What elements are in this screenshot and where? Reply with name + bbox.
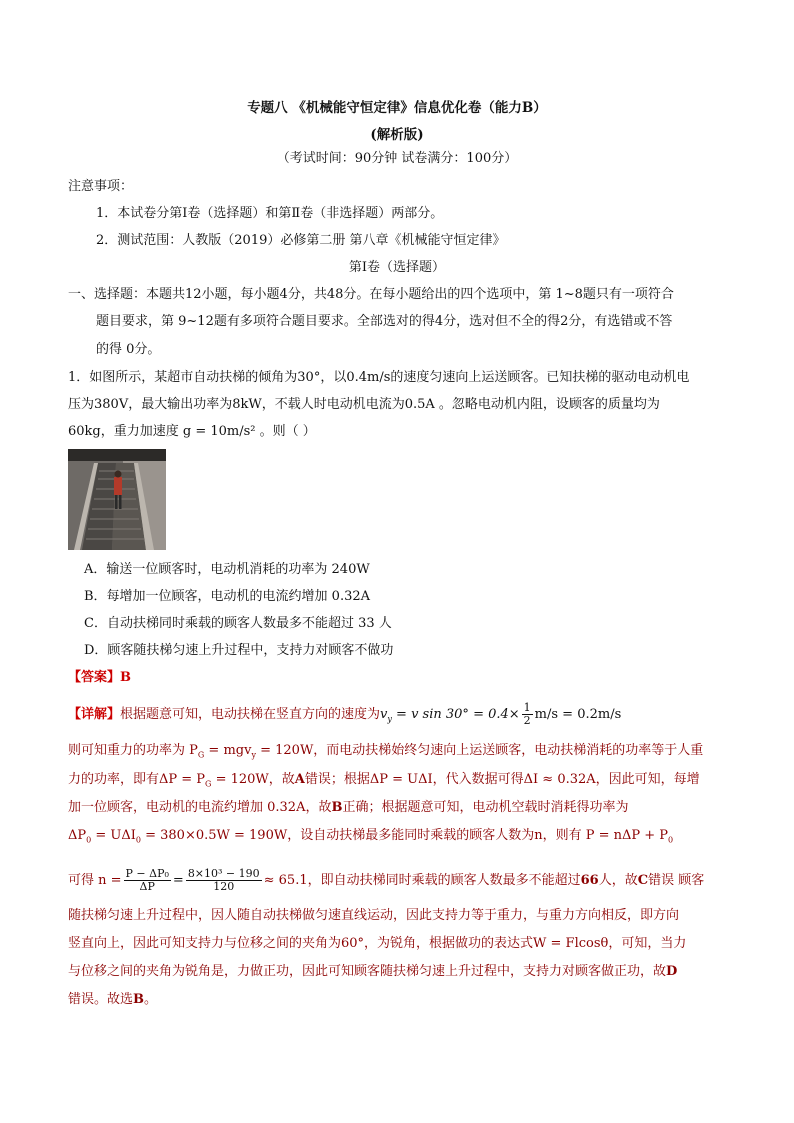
answer-value: B <box>120 670 132 685</box>
explanation-line-4 <box>68 798 628 817</box>
option-b: B．每增加一位顾客，电动机的电流约增加 0.32A <box>84 589 371 604</box>
exp-l5-sub3: 0 <box>668 835 674 845</box>
exp-l5-c: = 380×0.5W = 190W，设自动扶梯最多能同时乘载的顾客人数为n，则有 P = nΔP + P <box>140 828 669 843</box>
instructions-line-1: 一、选择题：本题共12小题，每小题4分，共48分。在每小题给出的四个选项中，第 1~8题只有一项符合 <box>68 287 674 302</box>
exp-l6-b: ≈ 65.1，即自动扶梯同时乘载的顾客人数最多不能超过 <box>263 873 581 888</box>
explanation-line-5 <box>68 826 673 850</box>
exp-l3-bold: A <box>294 772 305 787</box>
exp-l6-bold2: C <box>637 873 649 888</box>
exp-l4-bold: B <box>331 800 343 815</box>
escalator-photo <box>68 449 166 550</box>
exp-l2-b: = mgv <box>204 743 252 758</box>
exp-l4-b: 正确；根据题意可知，电动机空载时消耗得功率为 <box>342 800 629 815</box>
eq-vy-c: m/s = 0.2m/s <box>534 707 622 722</box>
answer-tag: 【答案】 <box>68 670 121 685</box>
exp-l6-bold1: 66 <box>580 873 599 888</box>
explanation-line-7: 随扶梯匀速上升过程中，因人随自动扶梯做匀速直线运动，因此支持力等于重力，与重力方向相反，即方向 <box>68 908 680 923</box>
eq-vy-b: = v sin 30° = 0.4× <box>391 707 520 722</box>
explanation-line-8: 竖直向上，因此可知支持力与位移之间的夹角为60°，为锐角，根据做功的表达式W = Flcosθ，可知，当力 <box>68 936 687 951</box>
option-c: C．自动扶梯同时乘载的顾客人数最多不能超过 33 人 <box>84 616 392 631</box>
exp-l9-bold: D <box>666 964 678 979</box>
instructions-line-3: 的得 0分。 <box>96 342 161 357</box>
exp-l5: ΔP <box>68 828 87 843</box>
explanation-line-6 <box>68 868 704 893</box>
exp-l6-c: 人，故 <box>598 873 638 888</box>
exp-l6-frac2-num: 8×10³ − 190 <box>187 867 260 880</box>
exp-l3-sub: G <box>205 779 212 789</box>
eq-vy: v <box>380 707 388 722</box>
exp-l4: 加一位顾客，电动机的电流约增加 0.32A，故 <box>68 800 332 815</box>
exp-l2-sub2: y <box>251 750 256 760</box>
exp-l2-c: = 120W，而电动扶梯始终匀速向上运送顾客，电动扶梯消耗的功率等于人重 <box>255 743 704 758</box>
exp-l3: 力的功率，即有ΔP = P <box>68 772 206 787</box>
explanation-text-1: 根据题意可知，电动扶梯在竖直方向的速度为 <box>120 707 381 722</box>
explanation-line-10 <box>68 990 157 1009</box>
exp-l6-frac2-den: 120 <box>213 880 235 893</box>
exp-l9: 与位移之间的夹角为锐角是，力做正功，因此可知顾客随扶梯匀速上升过程中，支持力对顾客做正功，故 <box>68 964 667 979</box>
exp-l6-eq: = <box>172 873 184 888</box>
section-title: 第Ⅰ卷（选择题） <box>348 260 446 275</box>
page-title: 专题八 《机械能守恒定律》信息优化卷（能力B） <box>247 100 547 116</box>
option-d: D．顾客随扶梯匀速上升过程中，支持力对顾客不做功 <box>84 643 394 658</box>
exp-l5-sub: 0 <box>86 835 92 845</box>
notes-item-2: 2．测试范围：人教版（2019）必修第二册 第八章《机械能守恒定律》 <box>96 233 506 248</box>
explanation-line-1 <box>68 702 621 729</box>
eq-vy-sub: y <box>387 714 392 724</box>
exp-l5-b: = UΔI <box>91 828 136 843</box>
exp-l6-d: 错误 顾客 <box>648 873 705 888</box>
exp-l10-end: 。 <box>144 992 158 1007</box>
option-a: A．输送一位顾客时，电动机消耗的功率为 240W <box>84 562 370 577</box>
answer-line <box>68 668 131 687</box>
exp-l2: 则可知重力的功率为 P <box>68 743 198 758</box>
eq-frac-den: 2 <box>523 714 531 727</box>
instructions-line-2: 题目要求，第 9~12题有多项符合题目要求。全部选对的得4分，选对但不全的得2分，有选错或不答 <box>96 314 673 329</box>
explanation-line-9 <box>68 962 677 981</box>
eq-frac-num: 1 <box>523 701 531 714</box>
exp-l6-frac1-den: ΔP <box>139 880 155 893</box>
notes-item-1: 1．本试卷分第Ⅰ卷（选择题）和第Ⅱ卷（非选择题）两部分。 <box>96 206 444 221</box>
exp-l3-c: 错误；根据ΔP = UΔI，代入数据可得ΔI ≈ 0.32A，因此可知，每增 <box>304 772 700 787</box>
exp-l5-sub2: 0 <box>135 835 141 845</box>
exp-l2-sub: G <box>197 750 205 760</box>
exp-l10: 错误。故选 <box>68 992 134 1007</box>
page-subtitle: (解析版) <box>370 127 424 143</box>
exp-l6-frac1-num: P − ΔP₀ <box>125 867 169 880</box>
question-line-2: 压为380V，最大输出功率为8kW，不载人时电动机电流为0.5A 。忽略电动机内阻，设顾客的质量均为 <box>68 397 660 412</box>
explanation-tag: 【详解】 <box>68 707 121 722</box>
exp-l3-b: = 120W，故 <box>211 772 295 787</box>
explanation-line-2 <box>68 741 703 765</box>
explanation-line-3 <box>68 770 700 794</box>
question-line-1: 1．如图所示，某超市自动扶梯的倾角为30°，以0.4m/s的速度匀速向上运送顾客。已知扶梯的驱动电动机电 <box>68 370 690 385</box>
exp-l6-a: 可得 n = <box>68 873 122 888</box>
notes-heading: 注意事项： <box>68 179 134 194</box>
question-line-3: 60kg，重力加速度 g = 10m/s² 。则（ ） <box>68 424 316 439</box>
exam-info: （考试时间：90分钟 试卷满分：100分） <box>276 151 518 166</box>
exp-l10-bold: B <box>133 992 145 1007</box>
